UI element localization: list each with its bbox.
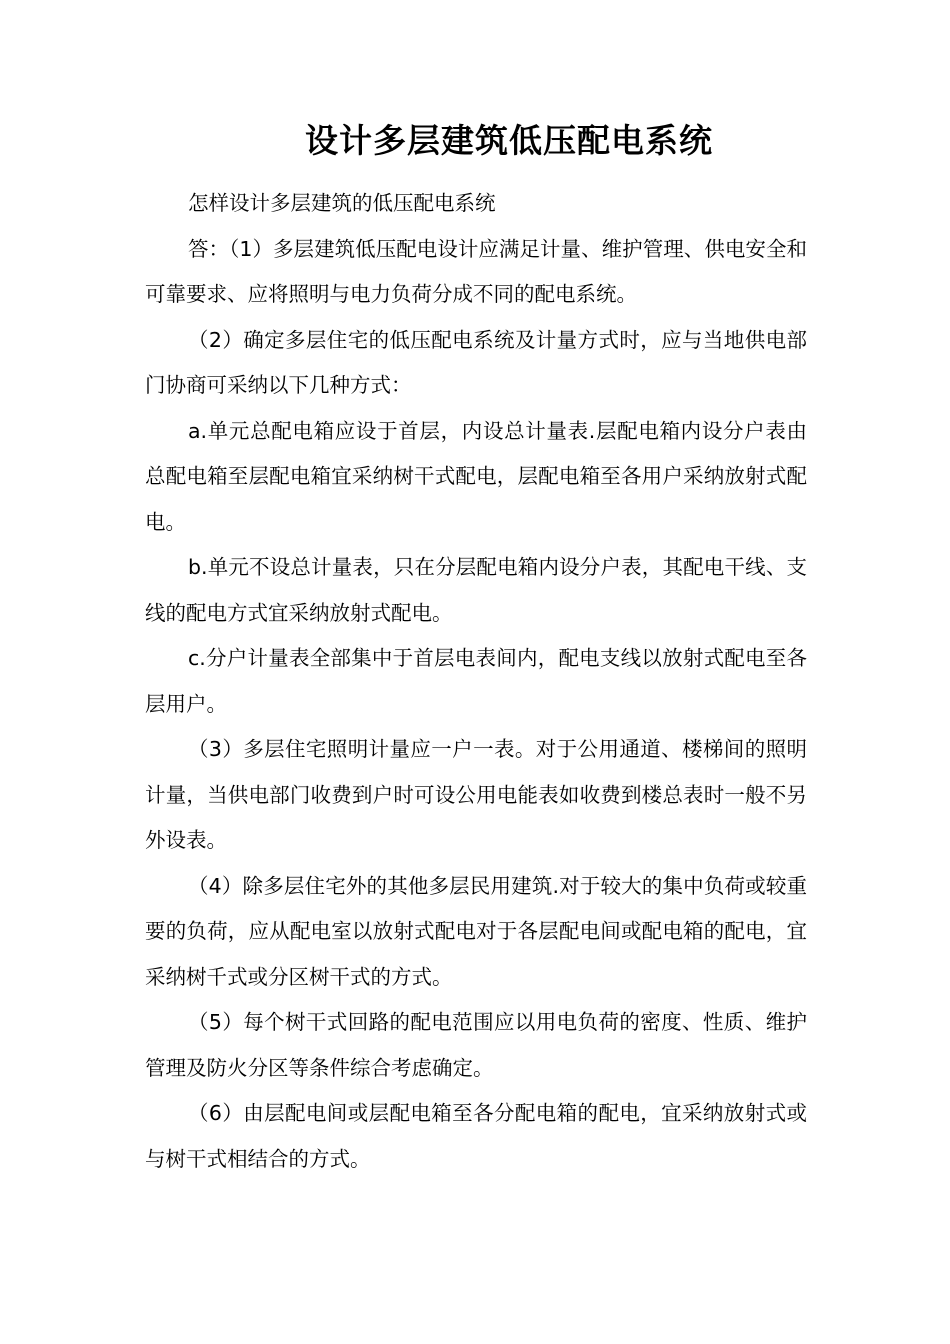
paragraph-question: 怎样设计多层建筑的低压配电系统 <box>188 191 496 215</box>
paragraph-answer-4: （4）除多层住宅外的其他多层民用建筑.对于较大的集中负荷或较重要的负荷，应从配电室以放射式配电对于各层配电间或配电箱的配电，宜采纳树千式或分区树干式的方式。 <box>145 873 807 989</box>
paragraph-answer-2: （2）确定多层住宅的低压配电系统及计量方式时，应与当地供电部门协商可采纳以下几种方式： <box>145 327 807 397</box>
document-title: 设计多层建筑低压配电系统 <box>305 121 713 160</box>
document-body <box>145 181 807 1182</box>
paragraph-option-c: c.分户计量表全部集中于首层电表间内，配电支线以放射式配电至各层用户。 <box>145 646 807 716</box>
paragraph-answer-3: （3）多层住宅照明计量应一户一表。对于公用通道、楼梯间的照明计量，当供电部门收费到户时可设公用电能表如收费到楼总表时一般不另外设表。 <box>145 737 807 852</box>
paragraph-answer-6: （6）由层配电间或层配电箱至各分配电箱的配电，宜采纳放射式或与树干式相结合的方式。 <box>145 1101 807 1171</box>
paragraph-option-a: a.单元总配电箱应设于首层，内设总计量表.层配电箱内设分户表由总配电箱至层配电箱宜采纳树干式配电，层配电箱至各用户采纳放射式配电。 <box>145 418 807 534</box>
paragraph-answer-5: （5）每个树干式回路的配电范围应以用电负荷的密度、性质、维护管理及防火分区等条件综合考虑确定。 <box>145 1010 807 1080</box>
paragraph-answer-1: 答：（1）多层建筑低压配电设计应满足计量、维护管理、供电安全和可靠要求、应将照明与电力负荷分成不同的配电系统。 <box>145 236 807 306</box>
paragraph-option-b: b.单元不设总计量表，只在分层配电箱内设分户表，其配电干线、支线的配电方式宜采纳放射式配电。 <box>145 555 807 625</box>
